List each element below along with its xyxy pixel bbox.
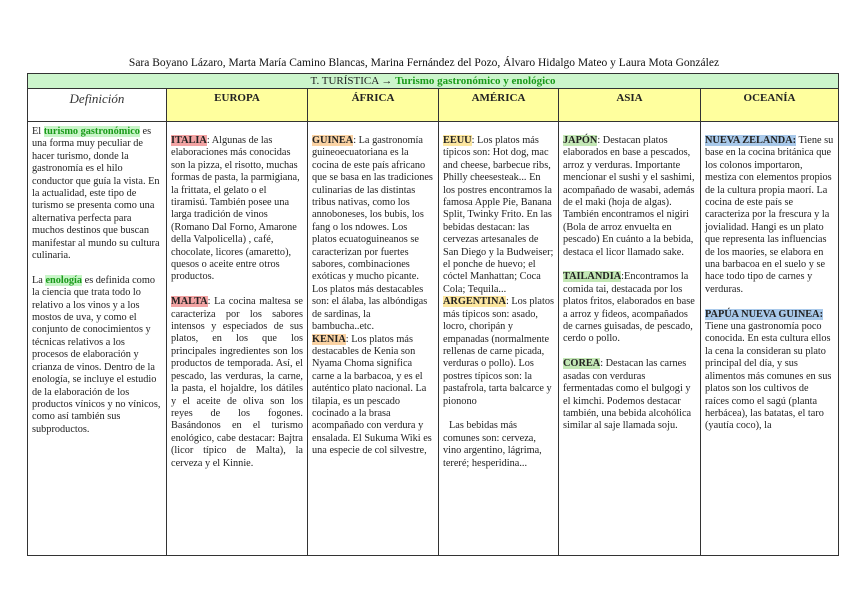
country-text: : Destacan las carnes asadas con verduras fermentadas como el bulgogi y el kimchi. Podemos destacar también, una bebida alcohólica similar al saje llamada soju.: [563, 358, 692, 432]
header-definicion: Definición: [28, 89, 167, 122]
country-text: : Los platos más típicos son: Hot dog, mac and cheese, barbecue ribs, Philly cheesesteak... En los postres encontramos la famosa Apple Pie, Banana Split, Twinky Frito. En las bebidas destacan: las cervezas artesanales de San Diego y la Budweiser; el ponche de huevo; el cóctel Manhattan; Coca Cola; Tequila...: [443, 135, 554, 295]
country-entry: [443, 135, 554, 296]
definition-paragraph: [32, 275, 162, 436]
country-entry: [563, 135, 696, 259]
country-label: COREA: [563, 358, 601, 370]
country-entry: [563, 358, 696, 432]
header-oceania: OCEANÍA: [701, 89, 839, 122]
header-europa: EUROPA: [167, 89, 308, 122]
country-text: : Los platos más destacables de Kenia son Nyama Choma significa carne a la barbacoa, y es el auténtico plato nacional. La tilapia, es un pescado cocinado a la brasa acompañado con verdura y ensalada. El Sukuma Wiki es una especie de col silvestre,: [312, 333, 432, 457]
country-text: Tiene su base en la cocina británica que los colonos importaron, mestiza con elementos propios de la cultura propia maorí. La cocina de este país se caracteriza por la frescura y la jovialidad. Hangi es un plato que representa las influencias de los maoríes, se elabora en una barbacoa en el suelo y se hace todo tipo de carnes y verduras.: [705, 135, 834, 295]
header-america: AMÉRICA: [439, 89, 559, 122]
highlighted-term: turismo gastronómico: [43, 126, 140, 137]
country-text: : Los platos más típicos son: asado, locro, choripán y empanadas (normalmente rellenas de carne picada, verduras o pollo). Los postres típicos son: la pastafrola, tarta balcarce y pionono: [443, 296, 554, 407]
country-label: EEUU: [443, 135, 472, 146]
drinks-paragraph: [443, 420, 554, 470]
text: La: [32, 274, 46, 286]
country-label: ITALIA: [171, 135, 207, 146]
country-label: NUEVA ZELANDA:: [705, 135, 797, 146]
country-label: PAPÚA NUEVA GUINEA:: [705, 308, 824, 320]
country-label: GUINEA: [312, 135, 354, 146]
country-label: KENIA: [312, 333, 346, 345]
text: es definida como la ciencia que trata todo lo relativo a los vinos y a los mostos de uva, y como el conjunto de conocimientos y técnicas relativos a los procesos de elaboración y crianza de vinos. Dentro de la enología, se incluye el estudio de la elaboración de los productos vínicos y no vínicos, como así también sus subproductos.: [32, 274, 161, 435]
cell-definicion: [28, 122, 167, 556]
cell-europa: [167, 122, 308, 556]
cell-oceania: [701, 122, 839, 556]
definition-paragraph: [32, 126, 162, 262]
country-entry: [705, 309, 834, 433]
country-label: TAILANDIA: [563, 271, 622, 283]
country-entry: [171, 296, 303, 470]
country-label: JAPÓN: [563, 135, 598, 146]
cell-america: [439, 122, 559, 556]
title-highlight: Turismo gastronómico y enológico: [395, 75, 556, 87]
country-entry: [312, 135, 434, 334]
country-entry: [312, 334, 434, 458]
country-text: Tiene una gastronomía poco conocida. En esta cultura ellos la cena la consideran su plato principal del día, y sus alimentos más comunes en sus platos son los cultivos de raíces como el sagú (planta herbácea), las batatas, el taro (yautía coco), la: [705, 321, 832, 432]
highlighted-term: enología: [45, 274, 83, 286]
header-row: [28, 89, 839, 122]
country-text: : Algunas de las elaboraciones más conocidas son la pizza, el risotto, muchas formas de pasta, la parmigiana, la frittata, el gelato o el tiramisú. También posee una larga tradición de vinos (Romano Dal Forno, Amarone della Valpolicella) , café, chocolate, licores (amaretto), quesos o aceite entre otros productos.: [171, 135, 300, 283]
table-title-row: [28, 74, 839, 89]
tourism-table: [27, 73, 839, 556]
header-asia: ASIA: [559, 89, 701, 122]
text: El: [32, 126, 44, 137]
country-entry: [705, 135, 834, 296]
authors-line: Sara Boyano Lázaro, Marta María Camino Blancas, Marina Fernández del Pozo, Álvaro Hidalgo Mateo y Laura Mota González: [128, 57, 720, 69]
body-row: [28, 122, 839, 556]
country-text: :Encontramos la comida tai, destacada por los platos fritos, elaborados en base a arroz y fideos, acompañados de carnes guisadas, de pescado, cerdo o pollo.: [563, 271, 695, 345]
country-label: MALTA: [171, 296, 208, 308]
country-text: : La gastronomía guineoecuatoriana es la cocina de este país africano que se basa en las tradiciones culinarias de las distintas tribus nativas, como los annoboneses, los bubis, los fang o los ndowes. Los platos ecuatoguineanos se caracterizan por fuertes sabores, combinaciones exóticas y mucho picante. Los platos más destacables son: el álaba, las albóndigas de sardinas, la bambucha..etc.: [312, 135, 433, 333]
cell-africa: [308, 122, 439, 556]
country-entry: [171, 135, 303, 284]
country-entry: [563, 271, 696, 345]
table-title: [28, 74, 839, 89]
title-prefix: T. TURÍSTICA →: [310, 75, 393, 87]
country-label: ARGENTINA: [443, 296, 506, 308]
country-text: : Destacan platos elaborados en base a pescados, arroz y verduras. Importante mencionar el sushi y el sashimi, acompañado de wasabi, además de el maki (hoja de algas). También encontramos el nigiri (Bola de arroz envuelta en pescado) En cuánto a la bebida, destaca el licor llamado sake.: [563, 135, 695, 258]
text: es una forma muy peculiar de hacer turismo, donde la gastronomía es el hilo conductor que guía la vista. En la actualidad, este tipo de turismo se presenta como una alternativa perfecta para muchos destinos que buscan manifestar al mundo su cultura culinaria.: [32, 126, 160, 262]
header-africa: ÁFRICA: [308, 89, 439, 122]
cell-asia: [559, 122, 701, 556]
country-text: : La cocina maltesa se caracteriza por los sabores intensos y especiados de sus platos, en los que los principales ingredientes son los productos de temporada. Así, el pescado, las verduras, la carne, la pasta, el hojaldre, los dátiles y el aceite de oliva son los reyes de los fogones. Basándonos en el turismo enológico, cabe destacar: Bajtra (licor típico de Malta), la cerveza y el Kinnie.: [171, 296, 303, 469]
country-entry: [443, 296, 554, 408]
country-text: Las bebidas más comunes son: cerveza, vino argentino, lágrima, tereré; hesperidina...: [443, 420, 542, 469]
